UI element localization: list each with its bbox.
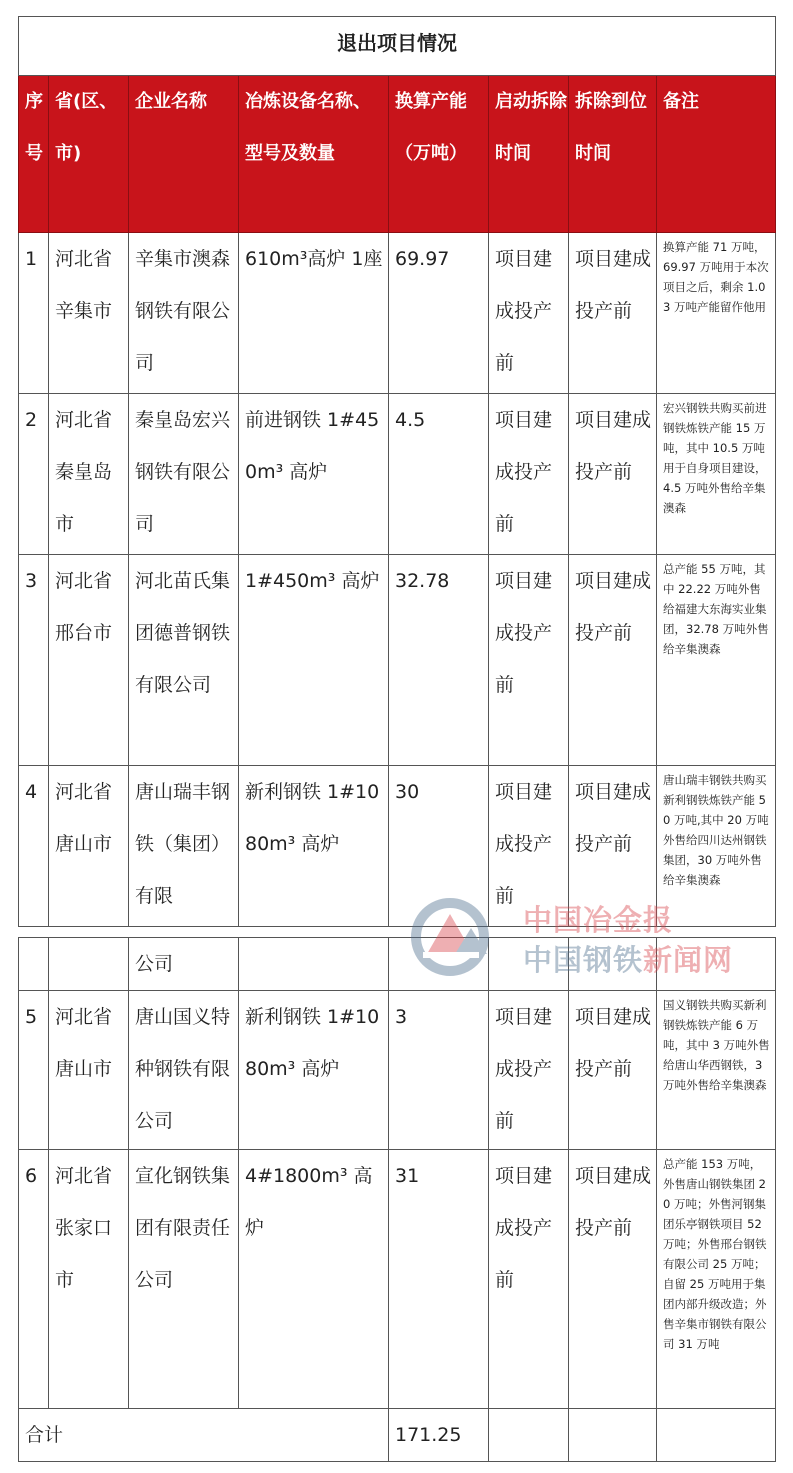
- cell-finish: 项目建成投产前: [569, 766, 657, 927]
- table-row: [19, 233, 776, 394]
- total-label: 合计: [19, 1409, 389, 1462]
- cell-province: 河北省唐山市: [49, 766, 129, 927]
- cell-note: 总产能 153 万吨，外售唐山钢铁集团 20 万吨；外售河钢集团乐亭钢铁项目 52 万吨；外售邢台钢铁有限公司 25 万吨；自留 25 万吨用于集团内部升级改造；外售辛集市钢铁有限公司 31 万吨: [657, 1150, 776, 1409]
- cell-no: 4: [19, 766, 49, 927]
- cell-province: 河北省秦皇岛市: [49, 394, 129, 555]
- cell-note: 换算产能 71 万吨，69.97 万吨用于本次项目之后，剩余 1.03 万吨产能留作他用: [657, 233, 776, 394]
- cell-company: 宣化钢铁集团有限责任公司: [129, 1150, 239, 1409]
- cell-company: 秦皇岛宏兴钢铁有限公司: [129, 394, 239, 555]
- cell-finish: 项目建成投产前: [569, 555, 657, 766]
- cell-equipment: 610m³高炉 1座: [239, 233, 389, 394]
- cell-no: 2: [19, 394, 49, 555]
- watermark-line2a: 中国钢铁: [523, 943, 644, 977]
- cell-no: 3: [19, 555, 49, 766]
- cell-equipment: 1#450m³ 高炉: [239, 555, 389, 766]
- cell-finish: 项目建成投产前: [569, 991, 657, 1150]
- header-province: 省(区、市): [49, 76, 129, 233]
- watermark-line1: 中国冶金报: [523, 903, 674, 937]
- cell-start: 项目建成投产前: [489, 233, 569, 394]
- cell-note: 宏兴钢铁共购买前进钢铁炼铁产能 15 万吨，其中 10.5 万吨用于自身项目建设，4.5 万吨外售给辛集澳森: [657, 394, 776, 555]
- cell-company: 唐山国义特种钢铁有限公司: [129, 991, 239, 1150]
- table-row: [19, 1150, 776, 1409]
- cell-start: 项目建成投产前: [489, 394, 569, 555]
- header-finish: 拆除到位时间: [569, 76, 657, 233]
- cell-no: 5: [19, 991, 49, 1150]
- exit-projects-table-part2: [18, 937, 776, 1462]
- watermark-line2b: 新闻网: [643, 943, 734, 977]
- cell-company: 唐山瑞丰钢铁（集团）有限: [129, 766, 239, 927]
- cell-finish: 项目建成投产前: [569, 394, 657, 555]
- cell-capacity: 4.5: [389, 394, 489, 555]
- cell-company: 河北苗氏集团德普钢铁有限公司: [129, 555, 239, 766]
- cell-finish: 项目建成投产前: [569, 233, 657, 394]
- cell-note: 唐山瑞丰钢铁共购买新利钢铁炼铁产能 50 万吨,其中 20 万吨外售给四川达州钢铁集团，30 万吨外售给辛集澳森: [657, 766, 776, 927]
- cell-note: 国义钢铁共购买新利钢铁炼铁产能 6 万吨，其中 3 万吨外售给唐山华西钢铁，3 万吨外售给辛集澳森: [657, 991, 776, 1150]
- cell-province: 河北省辛集市: [49, 233, 129, 394]
- table-row: [19, 766, 776, 927]
- cell-company: 公司: [129, 938, 239, 991]
- cell-equipment: 新利钢铁 1#1080m³ 高炉: [239, 991, 389, 1150]
- cell-capacity: 31: [389, 1150, 489, 1409]
- cell-equipment: 新利钢铁 1#1080m³ 高炉: [239, 766, 389, 927]
- cell-equipment: 前进钢铁 1#450m³ 高炉: [239, 394, 389, 555]
- header-equipment: 冶炼设备名称、型号及数量: [239, 76, 389, 233]
- cell-no: 1: [19, 233, 49, 394]
- total-value: 171.25: [389, 1409, 489, 1462]
- cell-province: 河北省张家口市: [49, 1150, 129, 1409]
- cell-equipment: 4#1800m³ 高炉: [239, 1150, 389, 1409]
- cell-capacity: 69.97: [389, 233, 489, 394]
- cell-start: 项目建成投产前: [489, 1150, 569, 1409]
- table-row: [19, 991, 776, 1150]
- cell-note: 总产能 55 万吨，其中 22.22 万吨外售给福建大东海实业集团，32.78 万吨外售给辛集澳森: [657, 555, 776, 766]
- header-start: 启动拆除时间: [489, 76, 569, 233]
- cell-start: 项目建成投产前: [489, 766, 569, 927]
- table-title: 退出项目情况: [19, 17, 776, 76]
- exit-projects-table-part1: [18, 16, 776, 927]
- header-company: 企业名称: [129, 76, 239, 233]
- cell-capacity: 30: [389, 766, 489, 927]
- cell-capacity: 3: [389, 991, 489, 1150]
- table-row: [19, 555, 776, 766]
- total-row: [19, 1409, 776, 1462]
- cell-capacity: 32.78: [389, 555, 489, 766]
- header-capacity: 换算产能（万吨）: [389, 76, 489, 233]
- header-no: 序号: [19, 76, 49, 233]
- cell-start: 项目建成投产前: [489, 555, 569, 766]
- cell-province: 河北省邢台市: [49, 555, 129, 766]
- header-note: 备注: [657, 76, 776, 233]
- cell-no: 6: [19, 1150, 49, 1409]
- cell-province: 河北省唐山市: [49, 991, 129, 1150]
- table-row: [19, 394, 776, 555]
- cell-company: 辛集市澳森钢铁有限公司: [129, 233, 239, 394]
- table-row-continued: [19, 938, 776, 991]
- header-row: [19, 76, 776, 233]
- cell-finish: 项目建成投产前: [569, 1150, 657, 1409]
- cell-start: 项目建成投产前: [489, 991, 569, 1150]
